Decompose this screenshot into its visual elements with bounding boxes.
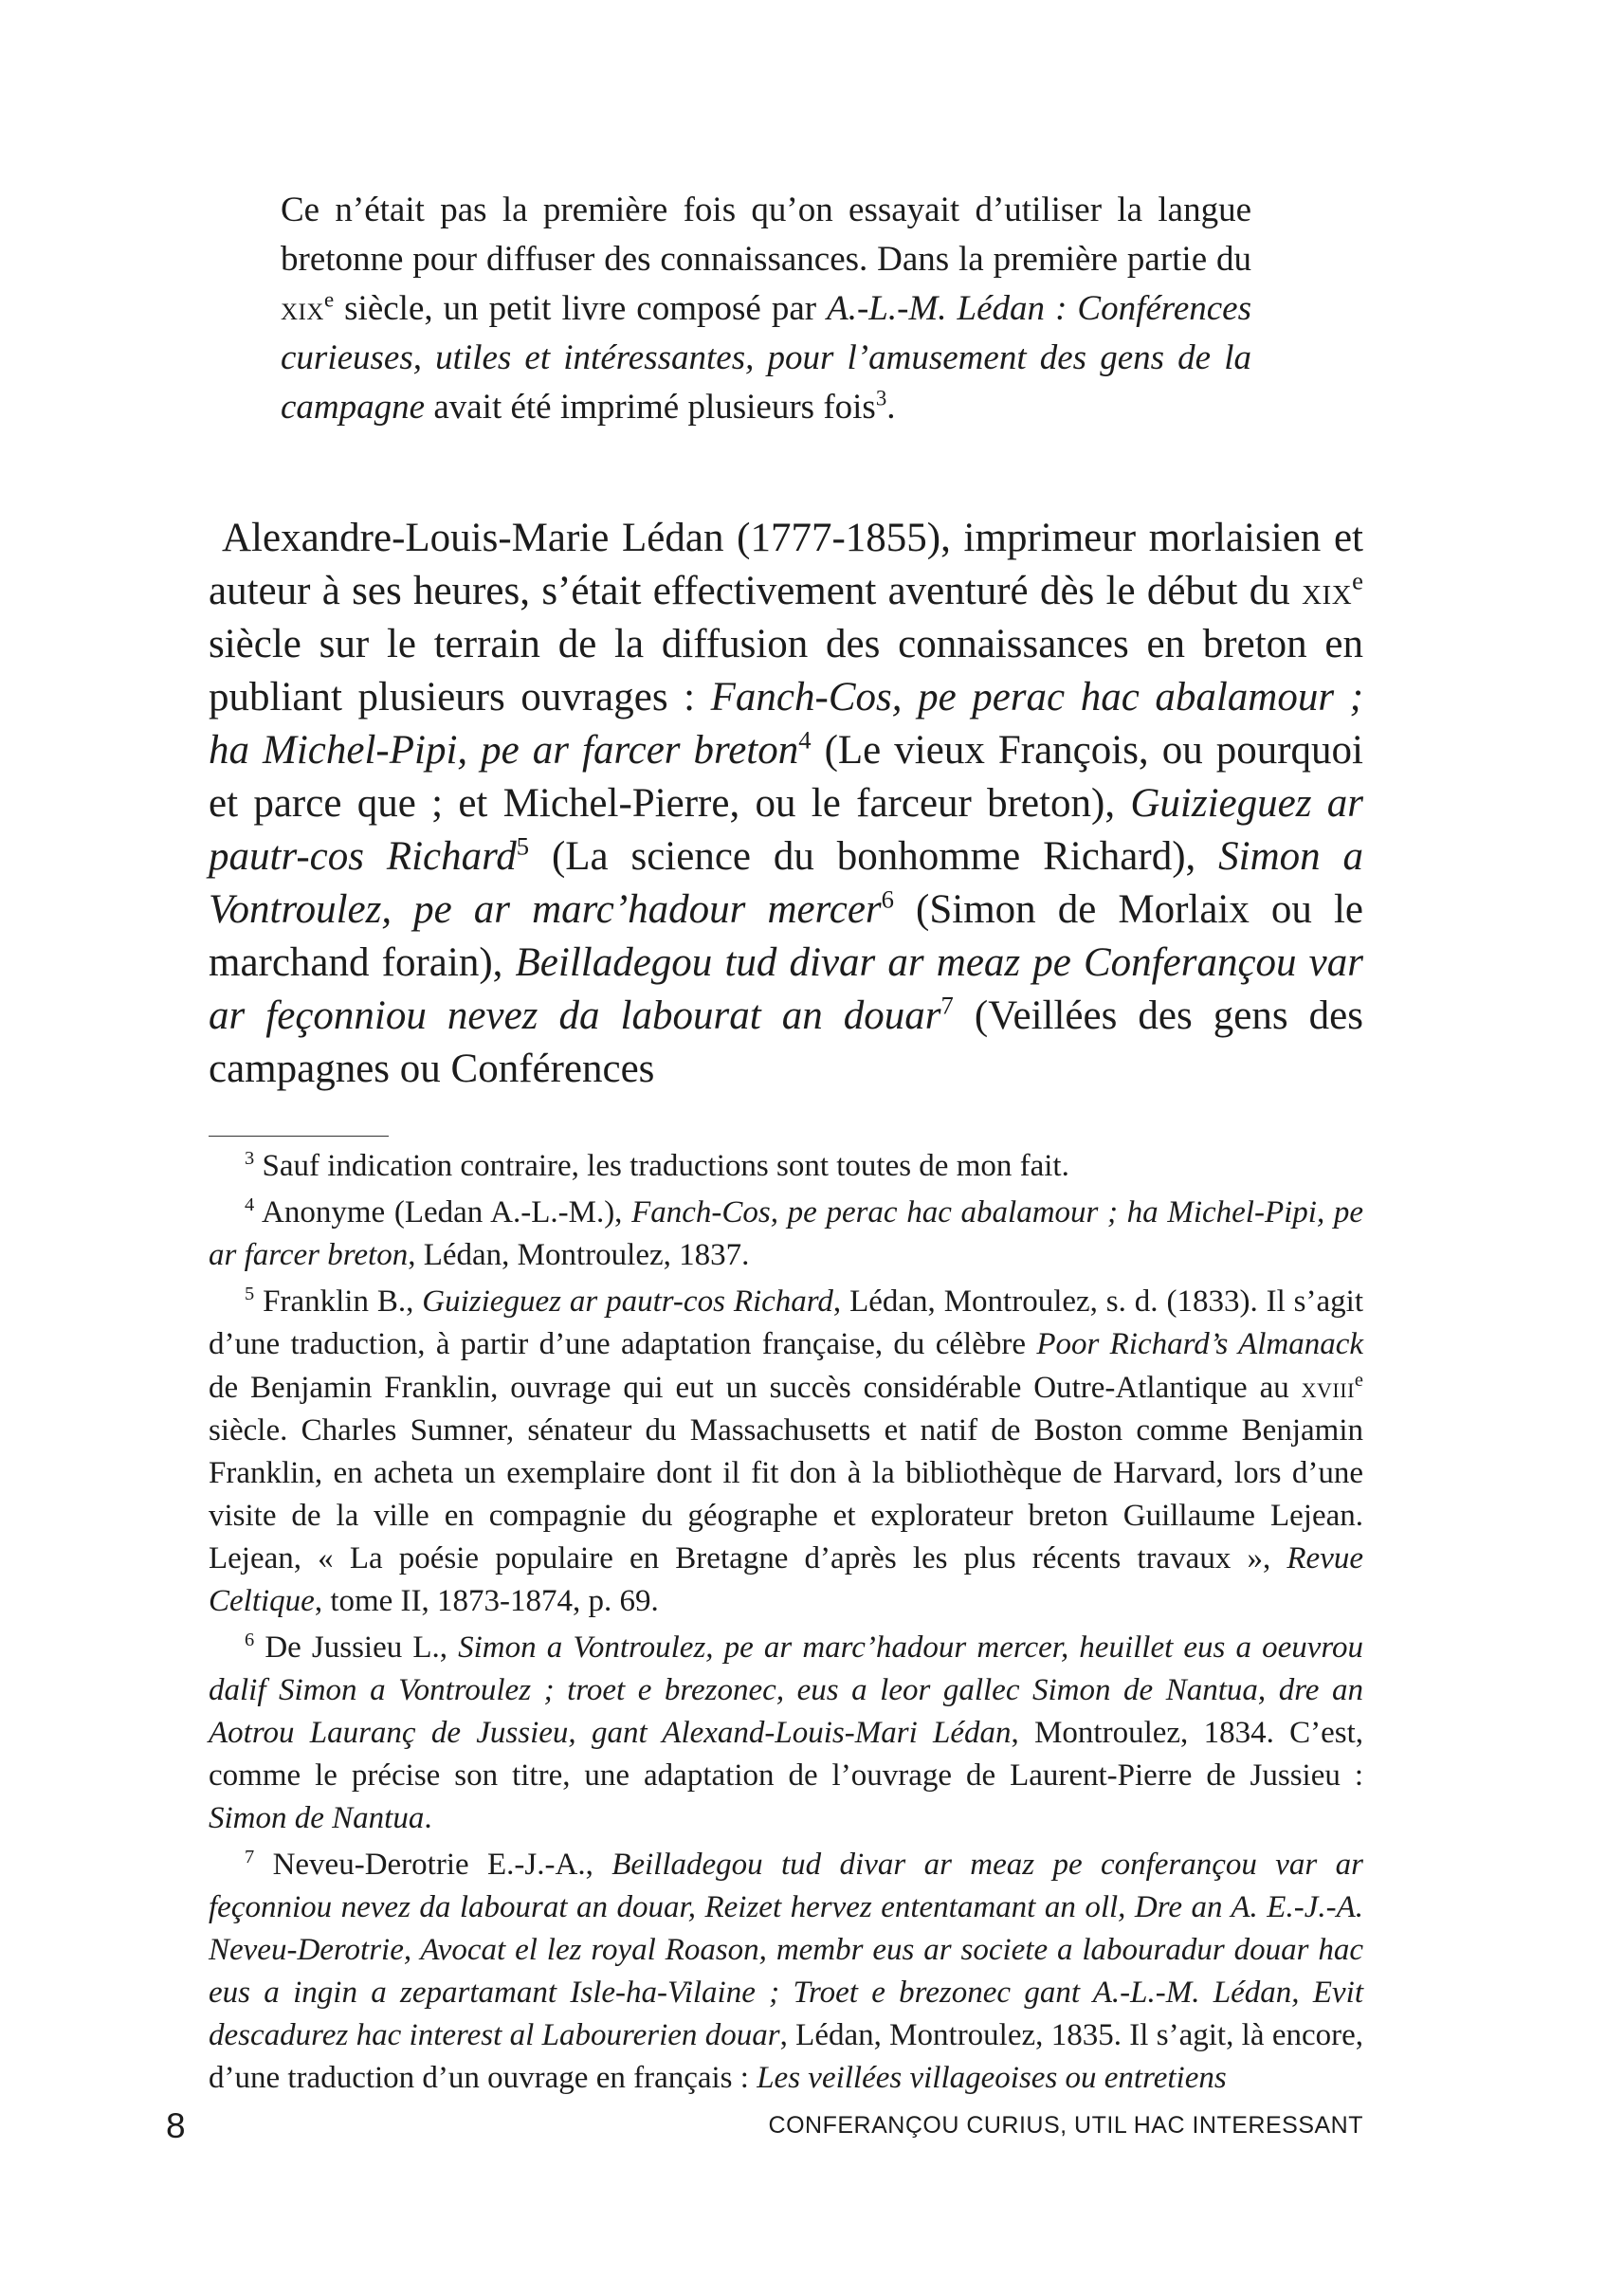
footnote-title: Guizieguez ar pautr-cos Richard xyxy=(422,1284,833,1319)
footnote-title: Revue Celtique xyxy=(209,1541,1363,1618)
footnote-title: Poor Richard’s Almanack xyxy=(1036,1327,1363,1361)
footnote-text: , Lédan, Montroulez, 1835. Il s’agit, là encore, d’une traduction d’un ouvrage en français : xyxy=(209,2018,1363,2095)
footnote-text: Franklin B., xyxy=(254,1284,423,1319)
quote-text: Ce n’était pas la première fois qu’on essayait d’utiliser la langue bretonne pour diffuser des connaissances. Dans la première partie du xyxy=(281,191,1251,279)
footnote-text: , Lédan, Montroulez, s. d. (1833). Il s’agit d’une traduction, à partir d’une adaptation française, du célèbre xyxy=(209,1284,1363,1361)
footnote-text: siècle. Charles Sumner, sénateur du Massachusetts et natif de Boston comme Benjamin Franklin, en acheta un exemplaire dont il fit don à la bibliothèque de Harvard, lors d’une visite de la ville en compagnie du géographe et explorateur breton Guillaume Lejean. Lejean, « La poésie populaire en Bretagne d’après les plus récents travaux », xyxy=(209,1413,1363,1576)
page-footer xyxy=(166,2106,1363,2144)
quote-text: avait été imprimé plusieurs fois xyxy=(425,388,876,427)
ordinal-superscript: e xyxy=(1352,566,1363,595)
century-numeral: xix xyxy=(281,290,324,327)
block-quote xyxy=(281,186,1251,432)
ordinal-superscript: e xyxy=(1354,1370,1363,1391)
footnote-title: Beilladegou tud divar ar meaz pe conferançou var ar feçonniou nevez da labourat an douar, Reizet hervez ententamant an oll, Dre an A. E.-J.-A. Neveu-Derotrie, Avocat el lez royal Roason, membr eus ar societe a labouradur douar hac eus a ingin a zepartamant Isle-ha-Vilaine ; Troet e brezonec gant A.-L.-M. Lédan, Evit descadurez hac interest al Labourerien douar xyxy=(209,1848,1363,2052)
footnote-5 xyxy=(209,1281,1363,1623)
quote-paragraph xyxy=(281,186,1251,432)
footnote-text: , Montroulez, 1834. C’est, comme le précise son titre, une adaptation de l’ouvrage de Laurent-Pierre de Jussieu : xyxy=(209,1716,1364,1793)
footnote-4 xyxy=(209,1192,1363,1277)
footnote-text: De Jussieu L., xyxy=(254,1630,459,1665)
footnote-ref-3[interactable]: 3 xyxy=(875,386,887,410)
footnote-ref-6[interactable]: 6 xyxy=(881,884,894,914)
footnote-number: 7 xyxy=(245,1847,255,1867)
footnote-text: Neveu-Derotrie E.-J.-A., xyxy=(254,1848,612,1882)
body-text: Alexandre-Louis-Marie Lédan (1777-1855), imprimeur morlaisien et auteur à ses heures, s’était effectivement aventuré dès le début du xyxy=(209,516,1363,613)
footnote-title: Simon de Nantua xyxy=(209,1801,425,1835)
footnote-text: Anonyme (Ledan A.-L.-M.), xyxy=(254,1195,632,1229)
footnotes xyxy=(209,1145,1363,2104)
body-text: (La science du bonhomme Richard), xyxy=(529,834,1219,879)
footnote-text: Sauf indication contraire, les traductions sont toutes de mon fait. xyxy=(254,1149,1069,1183)
footnote-title: Fanch-Cos, pe perac hac abalamour ; ha Michel-Pipi, pe ar farcer breton xyxy=(209,1195,1363,1272)
footnote-text: de Benjamin Franklin, ouvrage qui eut un succès considérable Outre-Atlantique au xyxy=(209,1371,1302,1405)
footnote-number: 6 xyxy=(245,1630,255,1650)
body-text: siècle sur le terrain de la diffusion des connaissances en breton en publiant plusieurs ouvrages : xyxy=(209,622,1363,719)
book-title: Guizieguez ar pautr-cos Richard xyxy=(209,781,1363,879)
footnote-text: , Lédan, Montroulez, 1837. xyxy=(408,1238,750,1272)
footnote-separator xyxy=(209,1136,389,1137)
book-title: Beilladegou tud divar ar meaz pe Conferançou var ar feçonniou nevez da labourat an douar xyxy=(209,940,1363,1038)
body-paragraph xyxy=(209,512,1363,1096)
main-text xyxy=(209,512,1363,1096)
quote-text: siècle, un petit livre composé par xyxy=(334,289,828,328)
page-number: 8 xyxy=(166,2106,186,2145)
footnote-number: 3 xyxy=(245,1148,255,1169)
book-title: Simon a Vontroulez, pe ar marc’hadour mercer xyxy=(209,834,1364,932)
footnote-title: Simon a Vontroulez, pe ar marc’hadour mercer, heuillet eus a oeuvrou dalif Simon a Vontroulez ; troet e brezonec, eus a leor gallec Simon de Nantua, dre an Aotrou Lauranç de Jussieu, gant Alexand-Louis-Mari Lédan xyxy=(209,1630,1363,1750)
body-text: (Veillées des gens des campagnes ou Conférences xyxy=(209,993,1363,1091)
footnote-ref-4[interactable]: 4 xyxy=(798,725,812,755)
footnote-ref-7[interactable]: 7 xyxy=(940,991,954,1020)
footnote-ref-5[interactable]: 5 xyxy=(516,831,530,861)
book-title: Fanch-Cos, pe perac hac abalamour ; ha Michel-Pipi, pe ar farcer breton xyxy=(209,675,1363,773)
body-text: (Le vieux François, ou pourquoi et parce que ; et Michel-Pierre, ou le farceur breton), xyxy=(209,728,1364,826)
footnote-6 xyxy=(209,1627,1363,1840)
body-text: (Simon de Morlaix ou le marchand forain), xyxy=(209,887,1363,985)
footnote-3 xyxy=(209,1145,1363,1188)
quote-text: . xyxy=(886,388,896,427)
footnote-text: , tome II, 1873-1874, p. 69. xyxy=(314,1584,659,1618)
footnote-text: . xyxy=(424,1801,432,1835)
footnote-number: 4 xyxy=(245,1194,255,1215)
footnote-number: 5 xyxy=(245,1284,255,1304)
century-numeral: xix xyxy=(1302,570,1353,612)
running-title: CONFERANÇOU CURIUS, UTIL HAC INTERESSANT xyxy=(768,2112,1363,2139)
century-numeral: xviii xyxy=(1301,1371,1355,1404)
quote-book-title: A.-L.-M. Lédan : Conférences curieuses, utiles et intéressantes, pour l’amusement des gens de la campagne xyxy=(281,289,1251,427)
footnote-title: Les veillées villageoises ou entretiens xyxy=(757,2061,1227,2095)
footnote-7 xyxy=(209,1844,1363,2100)
ordinal-superscript: e xyxy=(323,287,335,312)
